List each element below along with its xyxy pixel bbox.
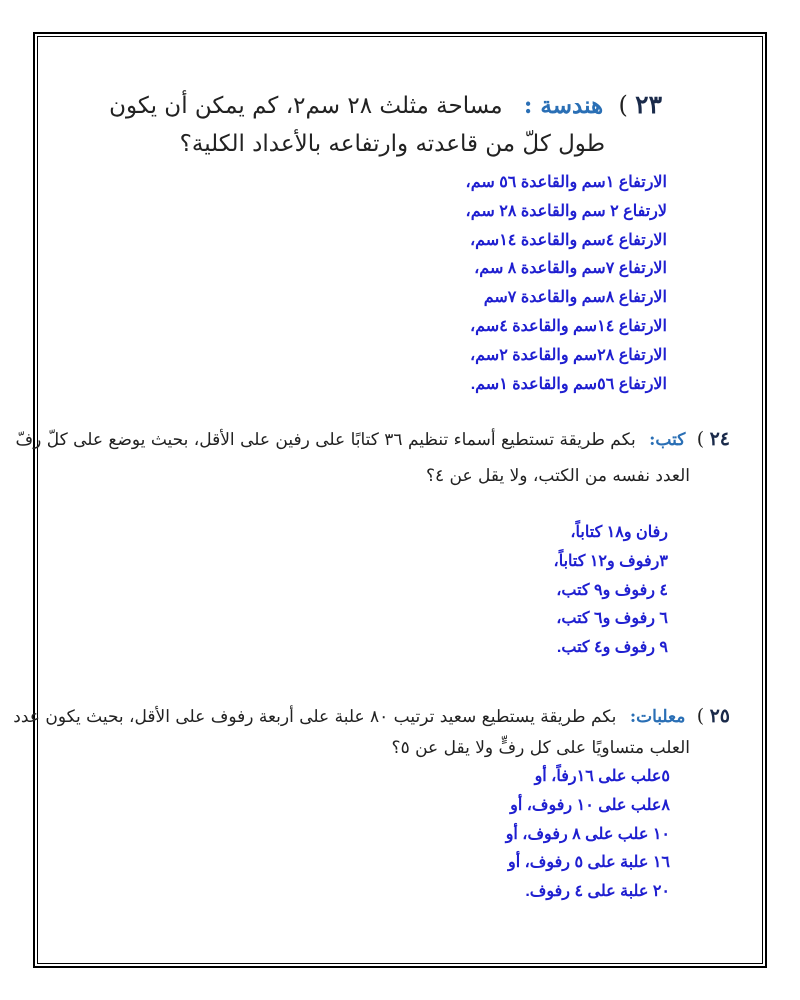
- q23-line2: [180, 131, 605, 157]
- q24-text-line2: العدد نفسه من الكتب، ولا يقل عن ٤؟: [425, 466, 690, 486]
- q24-line2: [426, 466, 690, 486]
- q25-paren: ): [696, 705, 705, 727]
- q24-line1: [15, 428, 730, 450]
- q25-answers: [506, 763, 670, 907]
- q25-line1: [13, 705, 730, 727]
- q25-text-line1: بكم طريقة يستطيع سعيد ترتيب ٨٠ علبة على أربعة رفوف على الأقل، بحيث يكون عدد: [13, 707, 617, 727]
- q24-paren: ): [696, 428, 705, 450]
- answer-item: ١٠ علب على ٨ رفوف، أو: [505, 825, 670, 843]
- answer-item: الارتفاع ٧سم والقاعدة ٨ سم،: [474, 260, 667, 278]
- answer-item: ١٦ علبة على ٥ رفوف، أو: [508, 854, 670, 872]
- q24-text-line1: بكم طريقة تستطيع أسماء تنظيم ٣٦ كتابًا على رفين على الأقل، بحيث يوضع على كلّ رفّ: [15, 430, 636, 450]
- answer-item: ٦ رفوف و٦ كتب،: [556, 610, 668, 628]
- q25-number: ٢٥: [709, 705, 730, 727]
- answer-item: الارتفاع ٥٦سم والقاعدة ١سم.: [470, 375, 667, 393]
- q23-text-line1: مساحة مثلث ٢٨ سم٢، كم يمكن أن يكون: [109, 93, 503, 119]
- answer-item: الارتفاع ١سم والقاعدة ٥٦ سم،: [465, 174, 667, 191]
- q24-answers: [554, 519, 668, 663]
- q23-paren: ): [618, 91, 628, 119]
- answer-item: لارتفاع ٢ سم والقاعدة ٢٨ سم،: [465, 202, 667, 220]
- q25-line2: [392, 738, 690, 758]
- q24-number: ٢٤: [709, 428, 730, 450]
- q23-topic: هندسة :: [523, 92, 604, 119]
- q23-line1: [109, 90, 662, 119]
- q23-answers: [466, 169, 667, 399]
- answer-item: ٤ رفوف و٩ كتب،: [556, 581, 668, 599]
- answer-item: ٨علب على ١٠ رفوف، أو: [510, 796, 670, 814]
- answer-item: ٢٠ علبة على ٤ رفوف.: [525, 883, 670, 901]
- q23-text-line2: طول كلّ من قاعدته وارتفاعه بالأعداد الكلية؟: [179, 131, 605, 157]
- q25-text-line2: العلب متساويًا على كل رفٍّ ولا يقل عن ٥؟: [391, 738, 690, 758]
- answer-item: ٥علب على ١٦رفاً، أو: [534, 768, 670, 785]
- answer-item: ٩ رفوف و٤ كتب.: [556, 639, 668, 657]
- answer-item: ٣رفوف و١٢ كتاباً،: [553, 552, 668, 570]
- answer-item: الارتفاع ٢٨سم والقاعدة ٢سم،: [469, 346, 667, 364]
- q25-topic: معلبات:: [629, 707, 686, 727]
- q23-number: ٢٣: [635, 90, 662, 119]
- q24-topic: كتب:: [649, 430, 686, 450]
- answer-item: الارتفاع ٤سم والقاعدة ١٤سم،: [469, 231, 667, 249]
- answer-item: الارتفاع ١٤سم والقاعدة ٤سم،: [469, 317, 667, 335]
- answer-item: رفان و١٨ كتاباً،: [570, 524, 668, 541]
- answer-item: الارتفاع ٨سم والقاعدة ٧سم: [483, 289, 667, 307]
